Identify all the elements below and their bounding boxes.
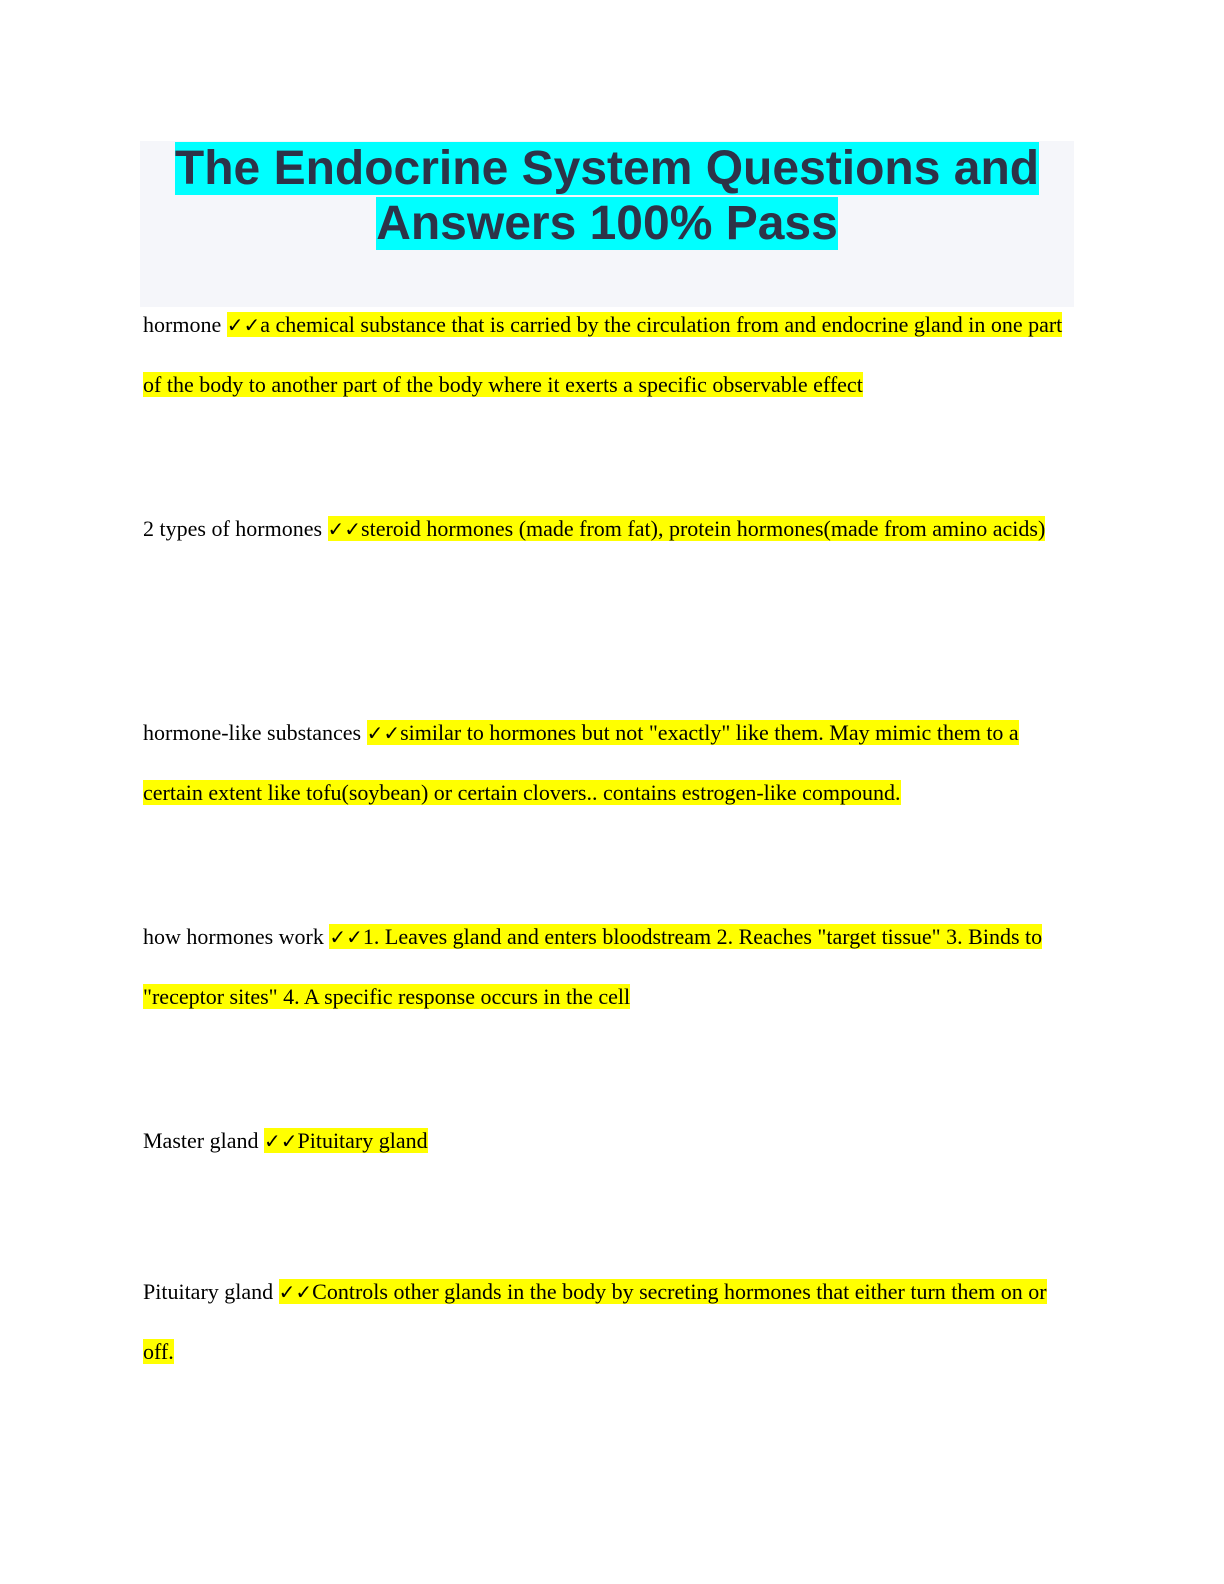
entry-term: 2 types of hormones	[143, 516, 323, 541]
double-check-icon: ✓✓	[366, 721, 401, 745]
qa-entry-hormone-like-substances	[143, 703, 1073, 822]
entry-definition: similar to hormones but not "exactly" like them. May mimic them to a certain extent like tofu(soybean) or certain clovers.. contains estrogen-like compound.	[143, 720, 1019, 805]
entry-term: hormone-like substances	[143, 720, 362, 745]
entry-term: Master gland	[143, 1128, 259, 1153]
page-title-text: The Endocrine System Questions and Answers 100% Pass	[174, 142, 1040, 250]
qa-entry-pituitary-gland	[143, 1262, 1073, 1381]
qa-entry-how-hormones-work	[143, 907, 1073, 1026]
title-banner	[140, 141, 1074, 307]
double-check-icon: ✓✓	[329, 925, 363, 949]
entry-answer	[143, 1279, 1047, 1364]
entry-answer	[264, 1128, 428, 1153]
entry-definition: Controls other glands in the body by secreting hormones that either turn them on or off.	[143, 1279, 1047, 1364]
entry-term: hormone	[143, 312, 222, 337]
entry-answer	[328, 516, 1046, 541]
double-check-icon: ✓✓	[263, 1129, 298, 1153]
qa-entry-master-gland	[143, 1111, 1073, 1171]
entry-answer	[143, 312, 1062, 397]
qa-entry-hormone	[143, 295, 1073, 414]
double-check-icon: ✓✓	[278, 1280, 313, 1304]
entry-definition: a chemical substance that is carried by the circulation from and endocrine gland in one part of the body to another part of the body where it exerts a specific observable effect	[143, 312, 1063, 397]
entry-term: Pituitary gland	[143, 1279, 274, 1304]
entry-term: how hormones work	[143, 924, 324, 949]
page-title	[140, 141, 1074, 251]
qa-entry-types-of-hormones	[143, 499, 1073, 559]
entry-definition: Pituitary gland	[297, 1128, 428, 1153]
entry-definition: steroid hormones (made from fat), protein hormones(made from amino acids)	[361, 516, 1046, 541]
double-check-icon: ✓✓	[327, 517, 362, 541]
double-check-icon: ✓✓	[226, 313, 261, 337]
entry-definition: 1. Leaves gland and enters bloodstream 2. Reaches "target tissue" 3. Binds to "receptor sites" 4. A specific response occurs in the cell	[143, 924, 1043, 1009]
